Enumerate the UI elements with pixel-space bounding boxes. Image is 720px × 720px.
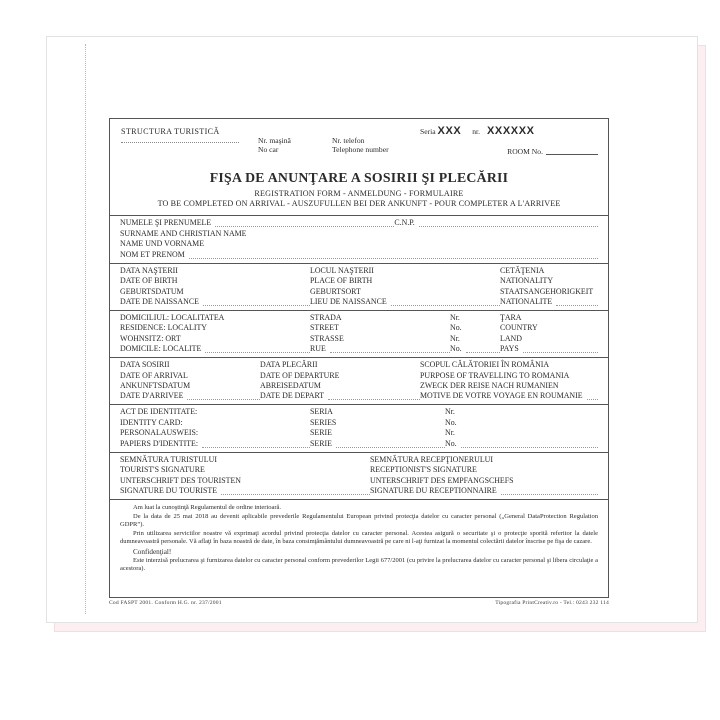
purpose-label-de: ZWECK DER REISE NACH RUMANIEN	[420, 381, 559, 391]
perforation-line	[85, 44, 86, 614]
receptionist-signature-label-en: RECEPTIONIST'S SIGNATURE	[370, 465, 477, 475]
receptionist-signature-label-ro: SEMNĂTURA RECEPŢIONERULUI	[370, 454, 493, 464]
name-row-fr	[120, 250, 598, 261]
nationality-label-ro: CETĂŢENIA	[500, 265, 545, 275]
title-block	[110, 167, 608, 215]
serial-number-block	[420, 125, 535, 137]
name-row-en	[120, 229, 598, 239]
id-number-label-ro: Nr.	[445, 407, 455, 417]
street-no-label-de: Nr.	[450, 333, 460, 343]
identity-row-fr	[120, 439, 598, 450]
signature-row-en	[120, 465, 598, 475]
seria-label: Seria	[420, 127, 436, 136]
travel-section	[110, 357, 608, 404]
travel-row-ro	[120, 360, 598, 370]
birth-date-label-fr: DATE DE NAISSANCE	[120, 297, 199, 307]
name-label-ro: NUMELE ŞI PRENUMELE	[120, 218, 212, 227]
car-number-label-ro: Nr. maşină	[258, 136, 291, 145]
travel-row-de	[120, 381, 598, 391]
address-row-ro	[120, 313, 598, 323]
signature-row-de	[120, 476, 598, 486]
structura-turistica-label: STRUCTURA TURISTICĂ	[121, 127, 220, 136]
legal-paragraph-5: Este interzisă prelucrarea şi furnizarea datelor cu caracter personal conform prevederilor Legii 677/2001 (cu privire la prelucrarea datelor cu caracter personal şi libera circulaţie a acestora).	[120, 556, 598, 573]
departure-date-field[interactable]	[328, 391, 420, 400]
country-label-fr: PAYS	[500, 344, 519, 354]
name-field-fr[interactable]	[189, 250, 598, 259]
name-field[interactable]	[215, 218, 394, 227]
address-row-de	[120, 334, 598, 344]
id-card-label-en: IDENTITY CARD:	[120, 417, 183, 427]
identity-row-en	[120, 418, 598, 428]
id-card-label-de: PERSONALAUSWEIS:	[120, 428, 199, 438]
birth-date-label-ro: DATA NAŞTERII	[120, 265, 178, 275]
id-number-label-en: No.	[445, 417, 457, 427]
name-row-de	[120, 239, 598, 249]
form-header	[110, 119, 608, 167]
room-number-field[interactable]	[546, 154, 598, 155]
departure-date-label-ro: DATA PLECĂRII	[260, 360, 318, 370]
id-card-label-ro: ACT DE IDENTITATE:	[120, 407, 198, 417]
birth-place-field[interactable]	[391, 297, 500, 306]
street-no-label-ro: Nr.	[450, 313, 460, 323]
page-subtitle-2: TO BE COMPLETED ON ARRIVAL - AUSZUFULLEN BEI DER ANKUNFT - POUR COMPLETER A L'ARRIVEE	[157, 199, 561, 208]
id-card-label-fr: PAPIERS D'IDENTITE:	[120, 438, 199, 448]
locality-field[interactable]	[205, 344, 310, 353]
id-series-label-en: SERIES	[310, 417, 337, 427]
country-label-en: COUNTRY	[500, 323, 538, 333]
birth-place-label-fr: LIEU DE NAISSANCE	[310, 297, 387, 307]
legal-notice	[110, 499, 608, 577]
travel-row-en	[120, 371, 598, 381]
departure-date-label-en: DATE OF DEPARTURE	[260, 370, 340, 380]
tourist-signature-label-en: TOURIST'S SIGNATURE	[120, 465, 205, 475]
identity-row-de	[120, 428, 598, 438]
street-label-ro: STRADA	[310, 313, 342, 323]
locality-label-de: WOHNSITZ: ORT	[120, 333, 181, 343]
id-series-label-fr: SERIE	[310, 438, 332, 448]
birth-place-label-en: PLACE OF BIRTH	[310, 276, 373, 286]
page-subtitle-1: REGISTRATION FORM - ANMELDUNG - FORMULAIRE	[254, 189, 464, 198]
tourist-signature-label-de: UNTERSCHRIFT DES TOURISTEN	[120, 475, 242, 485]
arrival-date-label-en: DATE OF ARRIVAL	[120, 370, 188, 380]
registration-form	[109, 118, 609, 598]
purpose-field[interactable]	[587, 391, 598, 400]
signature-row-fr	[120, 486, 598, 497]
cnp-label: C.N.P.	[394, 218, 415, 227]
street-label-de: STRASSE	[310, 333, 344, 343]
birth-row-de	[120, 287, 598, 297]
departure-date-label-de: ABREISEDATUM	[260, 381, 321, 391]
legal-paragraph-2: De la data de 25 mai 2018 au devenit aplicabile prevederile Regulamentului European privind protecţia datelor cu caracter personal („General DataProtection Regulation GDPR”).	[120, 512, 598, 529]
locality-label-fr: DOMICILE: LOCALITE	[120, 344, 202, 354]
country-label-de: LAND	[500, 333, 522, 343]
page-title: FIŞA DE ANUNŢARE A SOSIRII ŞI PLECĂRII	[209, 170, 509, 185]
address-row-fr	[120, 344, 598, 355]
arrival-date-label-fr: DATE D'ARRIVEE	[120, 391, 184, 401]
tourist-signature-label-ro: SEMNĂTURA TURISTULUI	[120, 454, 217, 464]
nr-label: nr.	[472, 127, 481, 136]
car-number-label	[258, 136, 291, 155]
receptionist-signature-label-de: UNTERSCHRIFT DES EMPFANGSCHEFS	[370, 475, 514, 485]
country-label-ro: ŢARA	[500, 313, 522, 323]
street-label-fr: RUE	[310, 344, 326, 354]
nationality-label-de: STAATSANGEHORIGKEIT	[500, 286, 594, 296]
birth-date-label-de: GEBURTSDATUM	[120, 286, 184, 296]
street-field[interactable]	[330, 344, 450, 353]
birth-row-en	[120, 276, 598, 286]
id-number-label-de: Nr.	[445, 428, 455, 438]
nationality-label-en: NATIONALITY	[500, 276, 554, 286]
identity-section	[110, 404, 608, 451]
birth-row-ro	[120, 266, 598, 276]
country-field[interactable]	[523, 344, 598, 353]
id-card-field[interactable]	[202, 439, 310, 448]
travel-row-fr	[120, 391, 598, 402]
legal-confidential-notice: Confidenţial!	[133, 547, 172, 556]
car-number-label-en: No car	[258, 145, 279, 155]
name-section	[110, 215, 608, 263]
birth-section	[110, 263, 608, 310]
telephone-label-ro: Nr. telefon	[332, 136, 365, 145]
birth-place-label-de: GEBURTSORT	[310, 286, 361, 296]
identity-row-ro	[120, 407, 598, 417]
name-label-de: NAME UND VORNAME	[120, 239, 205, 249]
seria-value: XXX	[437, 125, 462, 137]
tourist-signature-field[interactable]	[221, 486, 370, 495]
arrival-date-field[interactable]	[187, 391, 260, 400]
receptionist-signature-label-fr: SIGNATURE DU RECEPTIONNAIRE	[370, 485, 497, 495]
cnp-field[interactable]	[419, 218, 598, 227]
locality-label-en: RESIDENCE: LOCALITY	[120, 323, 208, 333]
name-row-ro	[120, 218, 598, 229]
birth-date-label-en: DATE OF BIRTH	[120, 276, 178, 286]
signature-row-ro	[120, 455, 598, 465]
telephone-label	[332, 136, 389, 155]
purpose-label-fr: MOTIVE DE VOTRE VOYAGE EN ROUMANIE	[420, 391, 583, 401]
legal-paragraph-1: Am luat la cunoştinţă Regulamentul de ordine interioară.	[133, 503, 282, 511]
tourist-signature-label-fr: SIGNATURE DU TOURISTE	[120, 485, 218, 495]
purpose-label-en: PURPOSE OF TRAVELLING TO ROMANIA	[420, 370, 570, 380]
signature-section	[110, 452, 608, 499]
address-row-en	[120, 323, 598, 333]
footer-code: Cod FASPT 2001. Conform H.G. nr. 237/2001	[109, 600, 222, 606]
name-label-en: SURNAME AND CHRISTIAN NAME	[120, 229, 247, 238]
street-no-field[interactable]	[466, 344, 500, 353]
birth-row-fr	[120, 297, 598, 308]
footer-printer: Tipografia PrintCreativ.ro - Tel.: 0243 232 114	[495, 600, 609, 606]
nationality-field[interactable]	[556, 297, 598, 306]
purpose-label-ro: SCOPUL CĂLĂTORIEI ÎN ROMÂNIA	[420, 360, 550, 370]
id-series-field[interactable]	[336, 439, 445, 448]
birth-date-field[interactable]	[203, 297, 310, 306]
room-number-block	[507, 147, 598, 156]
street-no-label-fr: No.	[450, 344, 462, 354]
street-no-label-en: No.	[450, 323, 462, 333]
form-footer	[109, 600, 609, 606]
receptionist-signature-field[interactable]	[501, 486, 598, 495]
street-label-en: STREET	[310, 323, 339, 333]
telephone-label-en: Telephone number	[332, 145, 389, 155]
departure-date-label-fr: DATE DE DEPART	[260, 391, 325, 401]
id-number-label-fr: No.	[445, 438, 457, 448]
arrival-date-label-de: ANKUNFTSDATUM	[120, 381, 191, 391]
legal-paragraph-3: Prin utilizarea serviciilor noastre vă exprimaţi acordul privind protecţia datelor cu caracter personal. Acestea asigură o securitate şi o protecţie sporită referitor la datele dumneavoastră personale. Vă aflaţi în baza noastră de date, în baza consimţământului dumneavoastră pe care ni l-aţi furnizat la momentul colectării datelor înscrise pe fişa de cazare.	[120, 529, 598, 546]
structura-turistica-field[interactable]	[121, 142, 239, 143]
locality-label-ro: DOMICILIUL: LOCALITATEA	[120, 313, 225, 323]
address-section	[110, 310, 608, 357]
name-label-fr: NOM ET PRENOM	[120, 249, 185, 259]
id-number-field[interactable]	[461, 439, 598, 448]
id-series-label-de: SERIE	[310, 428, 332, 438]
nationality-label-fr: NATIONALITE	[500, 297, 553, 307]
id-series-label-ro: SERIA	[310, 407, 333, 417]
birth-place-label-ro: LOCUL NAŞTERII	[310, 265, 374, 275]
nr-value: XXXXXX	[486, 125, 535, 137]
room-number-label: ROOM No.	[507, 147, 543, 156]
arrival-date-label-ro: DATA SOSIRII	[120, 360, 170, 370]
